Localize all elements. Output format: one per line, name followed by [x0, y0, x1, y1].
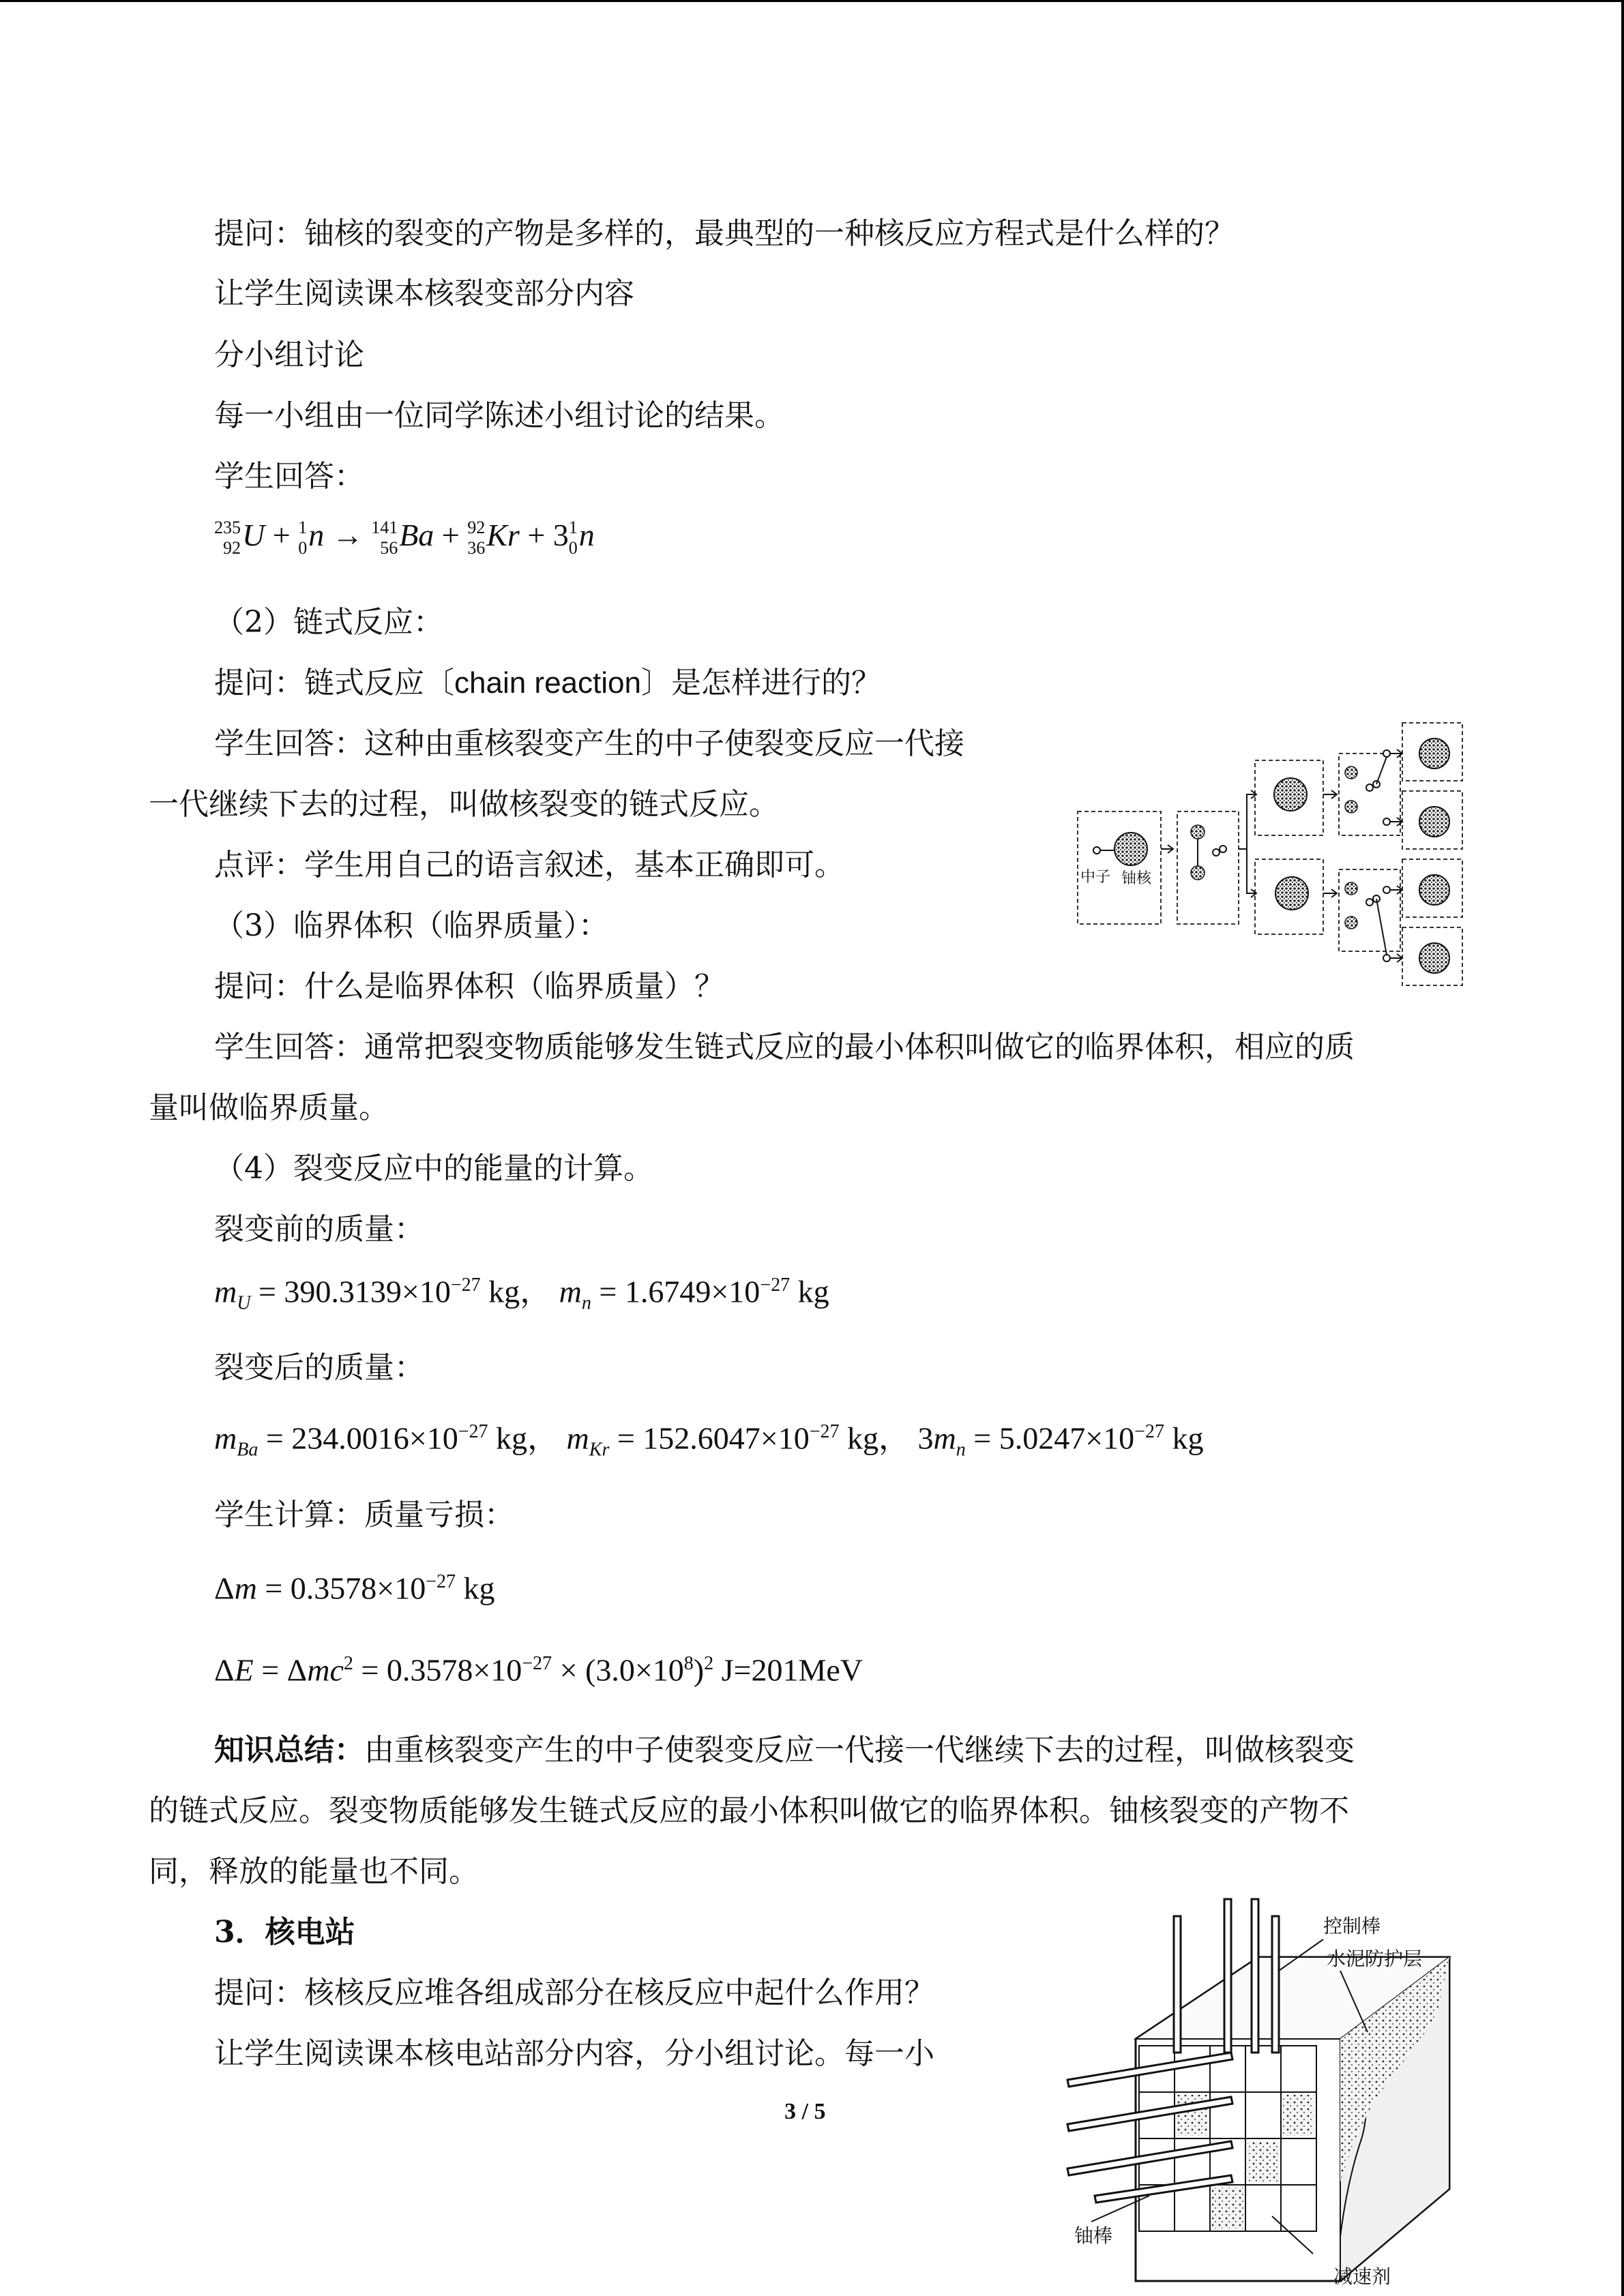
answer-critical-line1: 学生回答：通常把裂变物质能够发生链式反应的最小体积叫做它的临界体积，相应的质	[214, 1030, 1355, 1064]
uranium-nucleus-icon	[1114, 739, 1449, 973]
calc-label: 学生计算：质量亏损：	[214, 1497, 514, 1532]
svg-text:水泥防护层: 水泥防护层	[1327, 1948, 1423, 1970]
question-critical-volume: 提问：什么是临界体积（临界质量）？	[214, 969, 724, 1004]
fission-equation: 235 92 U + 1 0 n → 141 56 Ba + 92 36 Kr + 3 1 0 n	[214, 518, 595, 558]
answer-chain-line2: 一代继续下去的过程，叫做核裂变的链式反应。	[149, 787, 779, 822]
section-heading-nuclear-plant: 3．核电站	[214, 1915, 355, 1950]
question-chain-reaction: 提问：链式反应〔chain reaction〕是怎样进行的？	[214, 666, 881, 700]
summary-line3: 同，释放的能量也不同。	[149, 1854, 479, 1889]
chain-reaction-figure	[1076, 719, 1465, 992]
page-number: 3 / 5	[784, 2099, 826, 2124]
summary-line1: 知识总结：由重核裂变产生的中子使裂变反应一代接一代继续下去的过程，叫做核裂变	[214, 1733, 1355, 1768]
top-border	[0, 0, 1624, 2]
summary-line2: 的链式反应。裂变物质能够发生链式反应的最小体积叫做它的临界体积。铀核裂变的产物不	[149, 1793, 1349, 1828]
critical-volume-heading: （3）临界体积（临界质量）：	[214, 908, 608, 943]
mass-before-label: 裂变前的质量：	[214, 1212, 424, 1247]
chain-reaction-heading: （2）链式反应：	[214, 605, 443, 640]
comment: 点评：学生用自己的语言叙述，基本正确即可。	[214, 848, 844, 882]
energy-equation: $\Delta E = \Delta mc^2 = 0.3578\times 10^{-27} \times (3.0\times 10^8)^2$ J=201MeV	[214, 1652, 863, 1688]
mass-before-equation: $m_U = 390.3139\times 10^{-27}$ kg， $m_n = 1.6749\times 10^{-27}$ kg	[214, 1274, 829, 1314]
energy-heading: （4）裂变反应中的能量的计算。	[214, 1151, 653, 1186]
question-reactor: 提问：核核反应堆各组成部分在核反应中起什么作用？	[214, 1976, 934, 2010]
instruction-read: 让学生阅读课本核裂变部分内容	[214, 276, 634, 311]
svg-text:铀核: 铀核	[1121, 870, 1152, 887]
instruction-read-reactor: 让学生阅读课本核电站部分内容，分小组讨论。每一小	[214, 2036, 934, 2071]
question-fission-products: 提问：铀核的裂变的产物是多样的，最典型的一种核反应方程式是什么样的？	[214, 216, 1235, 251]
answer-critical-line2: 量叫做临界质量。	[149, 1090, 389, 1125]
mass-after-equation: $m_{Ba} = 234.0016\times 10^{-27}$ kg， $m_{Kr} = 152.6047\times 10^{-27}$ kg， $3m_n = 5.0247\times 10^{-27}$ kg	[214, 1420, 1204, 1461]
reactor-figure	[1054, 1896, 1477, 2291]
answer-chain-line1: 学生回答：这种由重核裂变产生的中子使裂变反应一代接	[214, 726, 964, 761]
instruction-discuss: 分小组讨论	[214, 338, 364, 372]
svg-text:中子: 中子	[1080, 869, 1111, 886]
mass-after-label: 裂变后的质量：	[214, 1350, 424, 1385]
svg-text:控制棒: 控制棒	[1323, 1915, 1381, 1937]
instruction-group: 每一小组由一位同学陈述小组讨论的结果。	[214, 398, 784, 433]
mass-defect-equation: $\Delta m = 0.3578\times 10^{-27}$ kg	[214, 1570, 495, 1606]
student-answer-label: 学生回答：	[214, 459, 364, 494]
svg-text:铀棒: 铀棒	[1074, 2224, 1113, 2247]
right-border	[1621, 0, 1624, 2296]
svg-text:减速剂: 减速剂	[1333, 2265, 1391, 2288]
